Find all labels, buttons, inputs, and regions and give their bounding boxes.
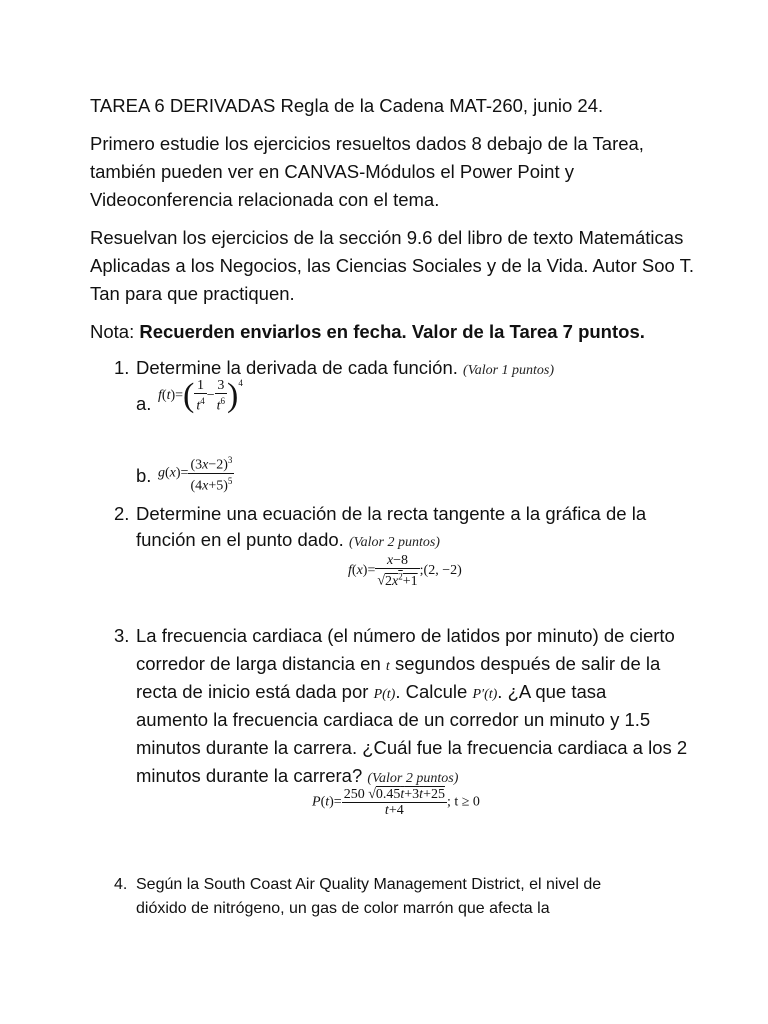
- q1-a-label: a.: [136, 393, 152, 414]
- intro-line-3: Videoconferencia relacionada con el tema.: [90, 189, 440, 210]
- resolve-line-3: Tan para que practiquen.: [90, 283, 295, 304]
- note-line: [90, 318, 645, 346]
- q3-line2b: segundos después de salir de la: [394, 653, 661, 674]
- q1b-formula: g(x)= $\frac{(3x-2)^3}{(4x+5)^5}$: [158, 455, 233, 494]
- resolve-line-2: Aplicadas a los Negocios, las Ciencias Sociales y de la Vida. Autor Soo T.: [90, 255, 694, 276]
- q3-line3c: . ¿A que tasa: [497, 681, 607, 702]
- note-bold: Recuerden enviarlos en fecha. Valor de la Tarea 7 puntos.: [139, 321, 645, 342]
- q3-line3a: recta de inicio está dada por: [136, 681, 369, 702]
- intro-line-1: Primero estudie los ejercicios resueltos dados 8 debajo de la Tarea,: [90, 133, 644, 154]
- note-prefix: Nota:: [90, 321, 140, 342]
- intro-line-2: también pueden ver en CANVAS-Módulos el Power Point y: [90, 161, 574, 182]
- q3-line1: La frecuencia cardiaca (el número de latidos por minuto) de cierto: [136, 625, 675, 646]
- q2-line2-text: función en el punto dado.: [136, 529, 344, 550]
- q4-line2: dióxido de nitrógeno, un gas de color marrón que afecta la: [136, 900, 550, 917]
- resolve-line-1: Resuelvan los ejercicios de la sección 9.6 del libro de texto Matemáticas: [90, 227, 684, 248]
- q3-P: P(t): [373, 687, 396, 702]
- q2-number: 2.: [114, 503, 130, 524]
- q3-number: 3.: [114, 625, 130, 646]
- q2-point: ;(2, −2): [419, 563, 462, 579]
- q3-line4: aumento la frecuencia cardiaca de un corredor un minuto y 1.5: [136, 709, 651, 730]
- q4-number: 4.: [114, 876, 128, 893]
- q2-value: (Valor 2 puntos): [348, 535, 440, 550]
- q2-line1: Determine una ecuación de la recta tangente a la gráfica de la: [136, 503, 647, 524]
- q3-value: (Valor 2 puntos): [367, 771, 459, 786]
- q1-value: (Valor 1 puntos): [463, 363, 555, 378]
- q3-Pprime: P′(t): [472, 687, 498, 702]
- q3-condition: ; t ≥ 0: [446, 794, 480, 810]
- q1-number: 1.: [114, 357, 130, 378]
- q4-line1: Según la South Coast Air Quality Management District, el nivel de: [136, 876, 602, 893]
- q3-line2a: corredor de larga distancia en: [136, 653, 381, 674]
- q3-line2: [136, 650, 660, 681]
- q1-text: Determine la derivada de cada función.: [136, 357, 458, 378]
- q1-b-label: b.: [136, 465, 152, 486]
- q3-formula: P(t)= $\frac{250 √0.45t+3t+25}{t+4}$ ; t ≥ 0: [312, 787, 480, 818]
- q3-line6-text: minutos durante la carrera?: [136, 765, 363, 786]
- q2-formula: f(x)= $\frac{x-8}{√2x^2+1}$ ;(2, −2): [348, 553, 462, 589]
- q3-var-t: t: [385, 659, 390, 674]
- q3-line3b: . Calcule: [395, 681, 468, 702]
- q3-line5: minutos durante la carrera. ¿Cuál fue la frecuencia cardiaca a los 2: [136, 737, 688, 758]
- homework-title: TAREA 6 DERIVADAS Regla de la Cadena MAT-260, junio 24.: [90, 95, 604, 116]
- q1a-formula: f(t)=( $\frac{1}{t^4}$ − $\frac{3}{t^6}$ )$^4$: [158, 376, 243, 414]
- q3-line3: [136, 678, 606, 709]
